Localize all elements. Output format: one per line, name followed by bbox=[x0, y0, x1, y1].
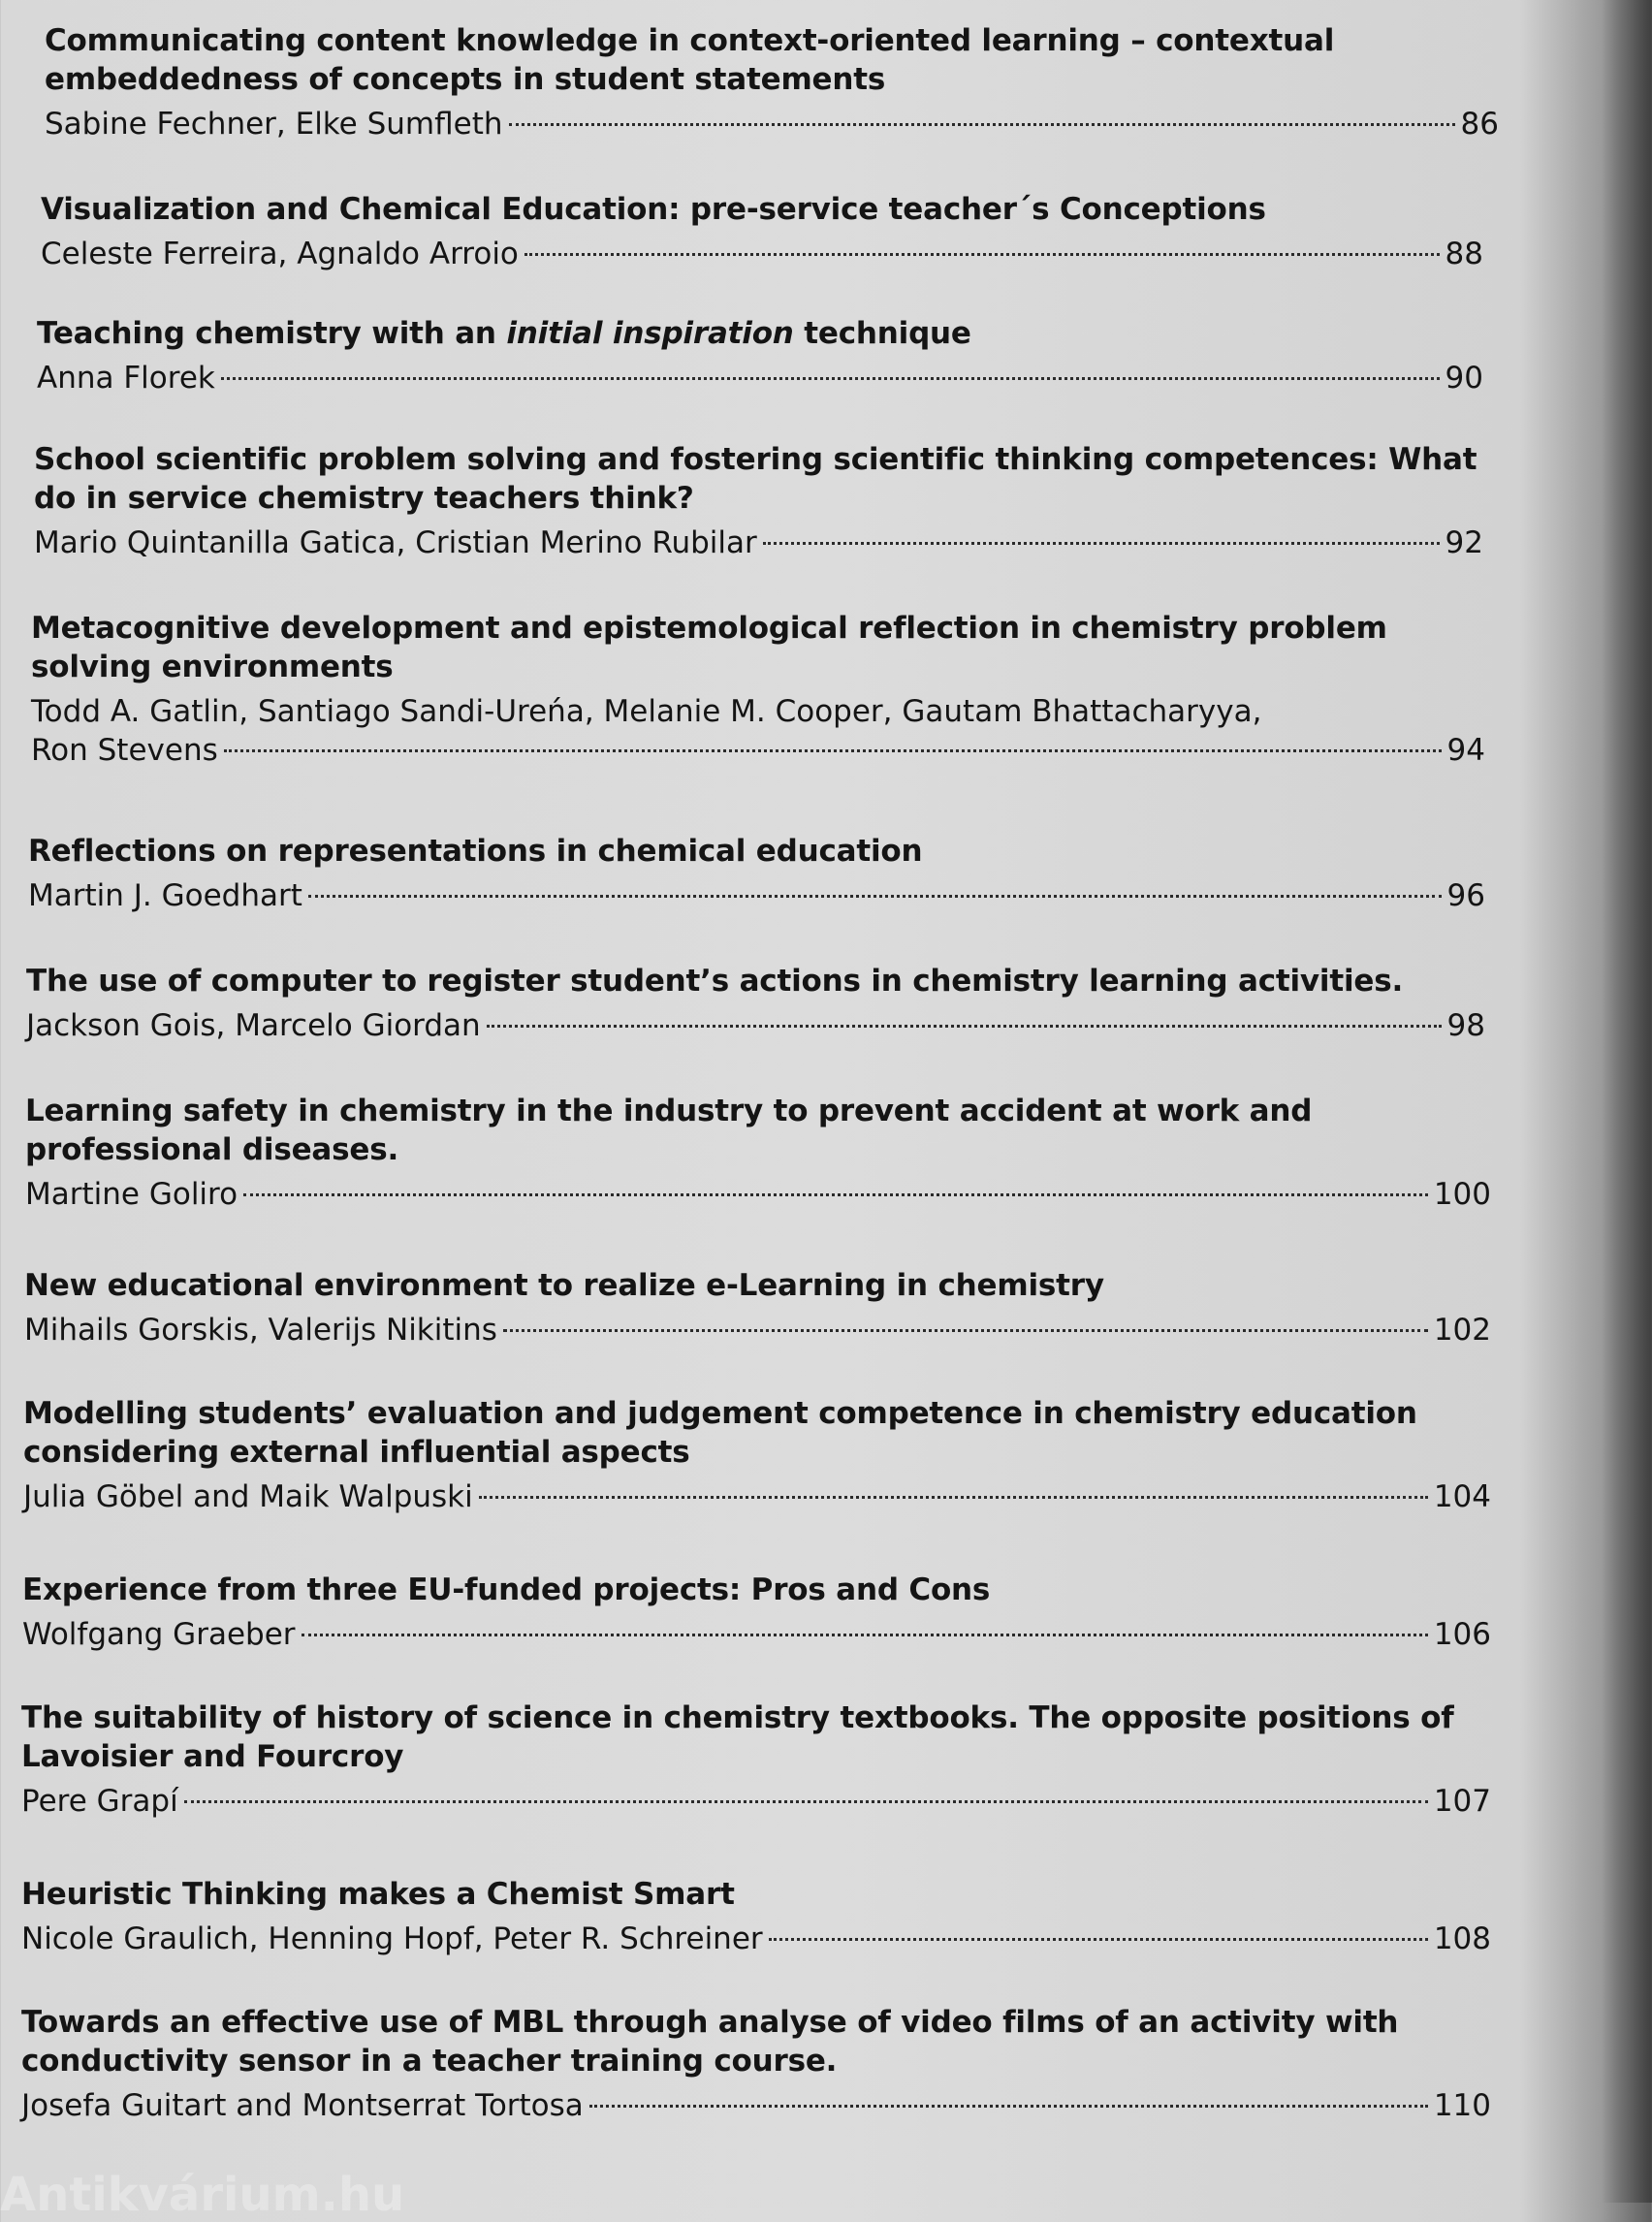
dot-leader bbox=[487, 1025, 1442, 1028]
dot-leader bbox=[302, 1634, 1428, 1636]
entry-title-part: Teaching chemistry with an bbox=[37, 316, 507, 351]
entry-author-line bbox=[37, 359, 1483, 397]
entry-author-line bbox=[28, 876, 1485, 915]
entry-title: Metacognitive development and epistemological reflection in chemistry problem solving environments bbox=[31, 611, 1387, 684]
entry-author-line bbox=[21, 2086, 1491, 2125]
entry-page-number: 96 bbox=[1446, 878, 1485, 913]
entry-title-part: technique bbox=[793, 316, 971, 351]
entry-author-line bbox=[31, 731, 1485, 770]
entry-authors: Pere Grapí bbox=[21, 1784, 178, 1819]
toc-entry bbox=[41, 190, 1483, 273]
entry-title: Towards an effective use of MBL through analyse of video films of an activity with conductivity sensor in a teacher training course. bbox=[21, 2005, 1399, 2079]
toc-entry bbox=[28, 832, 1485, 915]
entry-page-number: 108 bbox=[1433, 1921, 1491, 1956]
entry-authors: Martin J. Goedhart bbox=[28, 878, 302, 913]
entry-authors: Anna Florek bbox=[37, 361, 215, 396]
entry-author-line bbox=[45, 105, 1499, 143]
entry-page-number: 92 bbox=[1445, 525, 1483, 560]
entry-author-line bbox=[21, 1920, 1491, 1958]
dot-leader bbox=[503, 1329, 1428, 1332]
toc-entry bbox=[23, 1394, 1491, 1516]
dot-leader bbox=[479, 1496, 1428, 1499]
entry-page-number: 102 bbox=[1433, 1313, 1491, 1348]
entry-title: Communicating content knowledge in context-oriented learning – contextual embeddedness of concepts in student statements bbox=[45, 23, 1335, 97]
dot-leader bbox=[308, 895, 1442, 898]
entry-title: The suitability of history of science in chemistry textbooks. The opposite positions of Lavoisier and Fourcroy bbox=[21, 1700, 1454, 1774]
entry-title: School scientific problem solving and fostering scientific thinking competences: What do in service chemistry teachers think? bbox=[34, 442, 1477, 516]
entry-title: Learning safety in chemistry in the industry to prevent accident at work and professional diseases. bbox=[25, 1094, 1313, 1167]
entry-authors-cont: Ron Stevens bbox=[31, 733, 218, 768]
entry-page-number: 100 bbox=[1433, 1177, 1491, 1212]
watermark: Antikvárium.hu bbox=[0, 2168, 405, 2222]
toc-entry bbox=[45, 21, 1499, 143]
entry-author-line bbox=[24, 1311, 1491, 1349]
entry-authors: Todd A. Gatlin, Santiago Sandi-Ureńa, Melanie M. Cooper, Gautam Bhattacharyya, bbox=[31, 694, 1262, 729]
entry-title: Experience from three EU-funded projects: Pros and Cons bbox=[22, 1572, 991, 1607]
entry-authors: Jackson Gois, Marcelo Giordan bbox=[26, 1008, 481, 1043]
entry-title-italic: initial inspiration bbox=[506, 316, 794, 351]
entry-page-number: 107 bbox=[1433, 1784, 1491, 1819]
entry-authors: Martine Goliro bbox=[25, 1177, 238, 1212]
entry-authors: Julia Göbel and Maik Walpuski bbox=[23, 1479, 473, 1514]
entry-authors: Mario Quintanilla Gatica, Cristian Merino Rubilar bbox=[34, 525, 757, 560]
dot-leader bbox=[224, 749, 1442, 752]
entry-page-number: 86 bbox=[1460, 107, 1499, 142]
entry-title: The use of computer to register student’s actions in chemistry learning activities. bbox=[26, 964, 1404, 999]
toc-entry bbox=[22, 1571, 1491, 1654]
toc-entry bbox=[26, 962, 1485, 1045]
entry-author-line bbox=[25, 1175, 1491, 1214]
toc-entry bbox=[31, 609, 1485, 770]
entry-author-line bbox=[34, 524, 1483, 562]
dot-leader bbox=[524, 253, 1440, 256]
entry-author-line bbox=[26, 1006, 1485, 1045]
dot-leader bbox=[769, 1938, 1428, 1941]
dot-leader bbox=[509, 123, 1455, 126]
entry-page-number: 104 bbox=[1433, 1479, 1491, 1514]
toc-entry bbox=[24, 1266, 1491, 1349]
entry-author-line bbox=[22, 1615, 1491, 1654]
entry-authors: Celeste Ferreira, Agnaldo Arroio bbox=[41, 237, 519, 271]
entry-author-line bbox=[21, 1782, 1491, 1821]
entry-title: Heuristic Thinking makes a Chemist Smart bbox=[21, 1877, 735, 1912]
entry-author-line bbox=[41, 235, 1483, 273]
toc-entry bbox=[21, 1875, 1491, 1958]
dot-leader bbox=[243, 1193, 1428, 1196]
entry-page-number: 110 bbox=[1433, 2088, 1491, 2123]
toc-entry bbox=[34, 440, 1483, 562]
toc-entry bbox=[21, 2003, 1491, 2125]
dot-leader bbox=[763, 542, 1440, 545]
dot-leader bbox=[589, 2105, 1428, 2108]
dot-leader bbox=[221, 377, 1440, 380]
toc-entry bbox=[37, 314, 1483, 397]
entry-authors: Josefa Guitart and Montserrat Tortosa bbox=[21, 2088, 584, 2123]
entry-title: Visualization and Chemical Education: pre-service teacher´s Conceptions bbox=[41, 192, 1266, 227]
entry-authors: Nicole Graulich, Henning Hopf, Peter R. Schreiner bbox=[21, 1921, 763, 1956]
entry-title: Reflections on representations in chemical education bbox=[28, 834, 923, 869]
entry-page-number: 98 bbox=[1446, 1008, 1485, 1043]
entry-title: Modelling students’ evaluation and judgement competence in chemistry education considering external influential aspects bbox=[23, 1396, 1417, 1470]
entry-page-number: 88 bbox=[1445, 237, 1483, 271]
toc-entry bbox=[25, 1092, 1491, 1214]
entry-author-line bbox=[23, 1477, 1491, 1516]
entry-page-number: 94 bbox=[1446, 733, 1485, 768]
entry-page-number: 90 bbox=[1445, 361, 1483, 396]
entry-title bbox=[37, 314, 1483, 353]
toc-entry bbox=[21, 1698, 1491, 1821]
entry-authors: Wolfgang Graeber bbox=[22, 1617, 296, 1652]
entry-title: New educational environment to realize e-Learning in chemistry bbox=[24, 1268, 1104, 1303]
entry-authors: Mihails Gorskis, Valerijs Nikitins bbox=[24, 1313, 497, 1348]
book-spine-shadow bbox=[1602, 0, 1652, 2203]
dot-leader bbox=[184, 1800, 1428, 1803]
entry-authors: Sabine Fechner, Elke Sumfleth bbox=[45, 107, 503, 142]
entry-page-number: 106 bbox=[1433, 1617, 1491, 1652]
